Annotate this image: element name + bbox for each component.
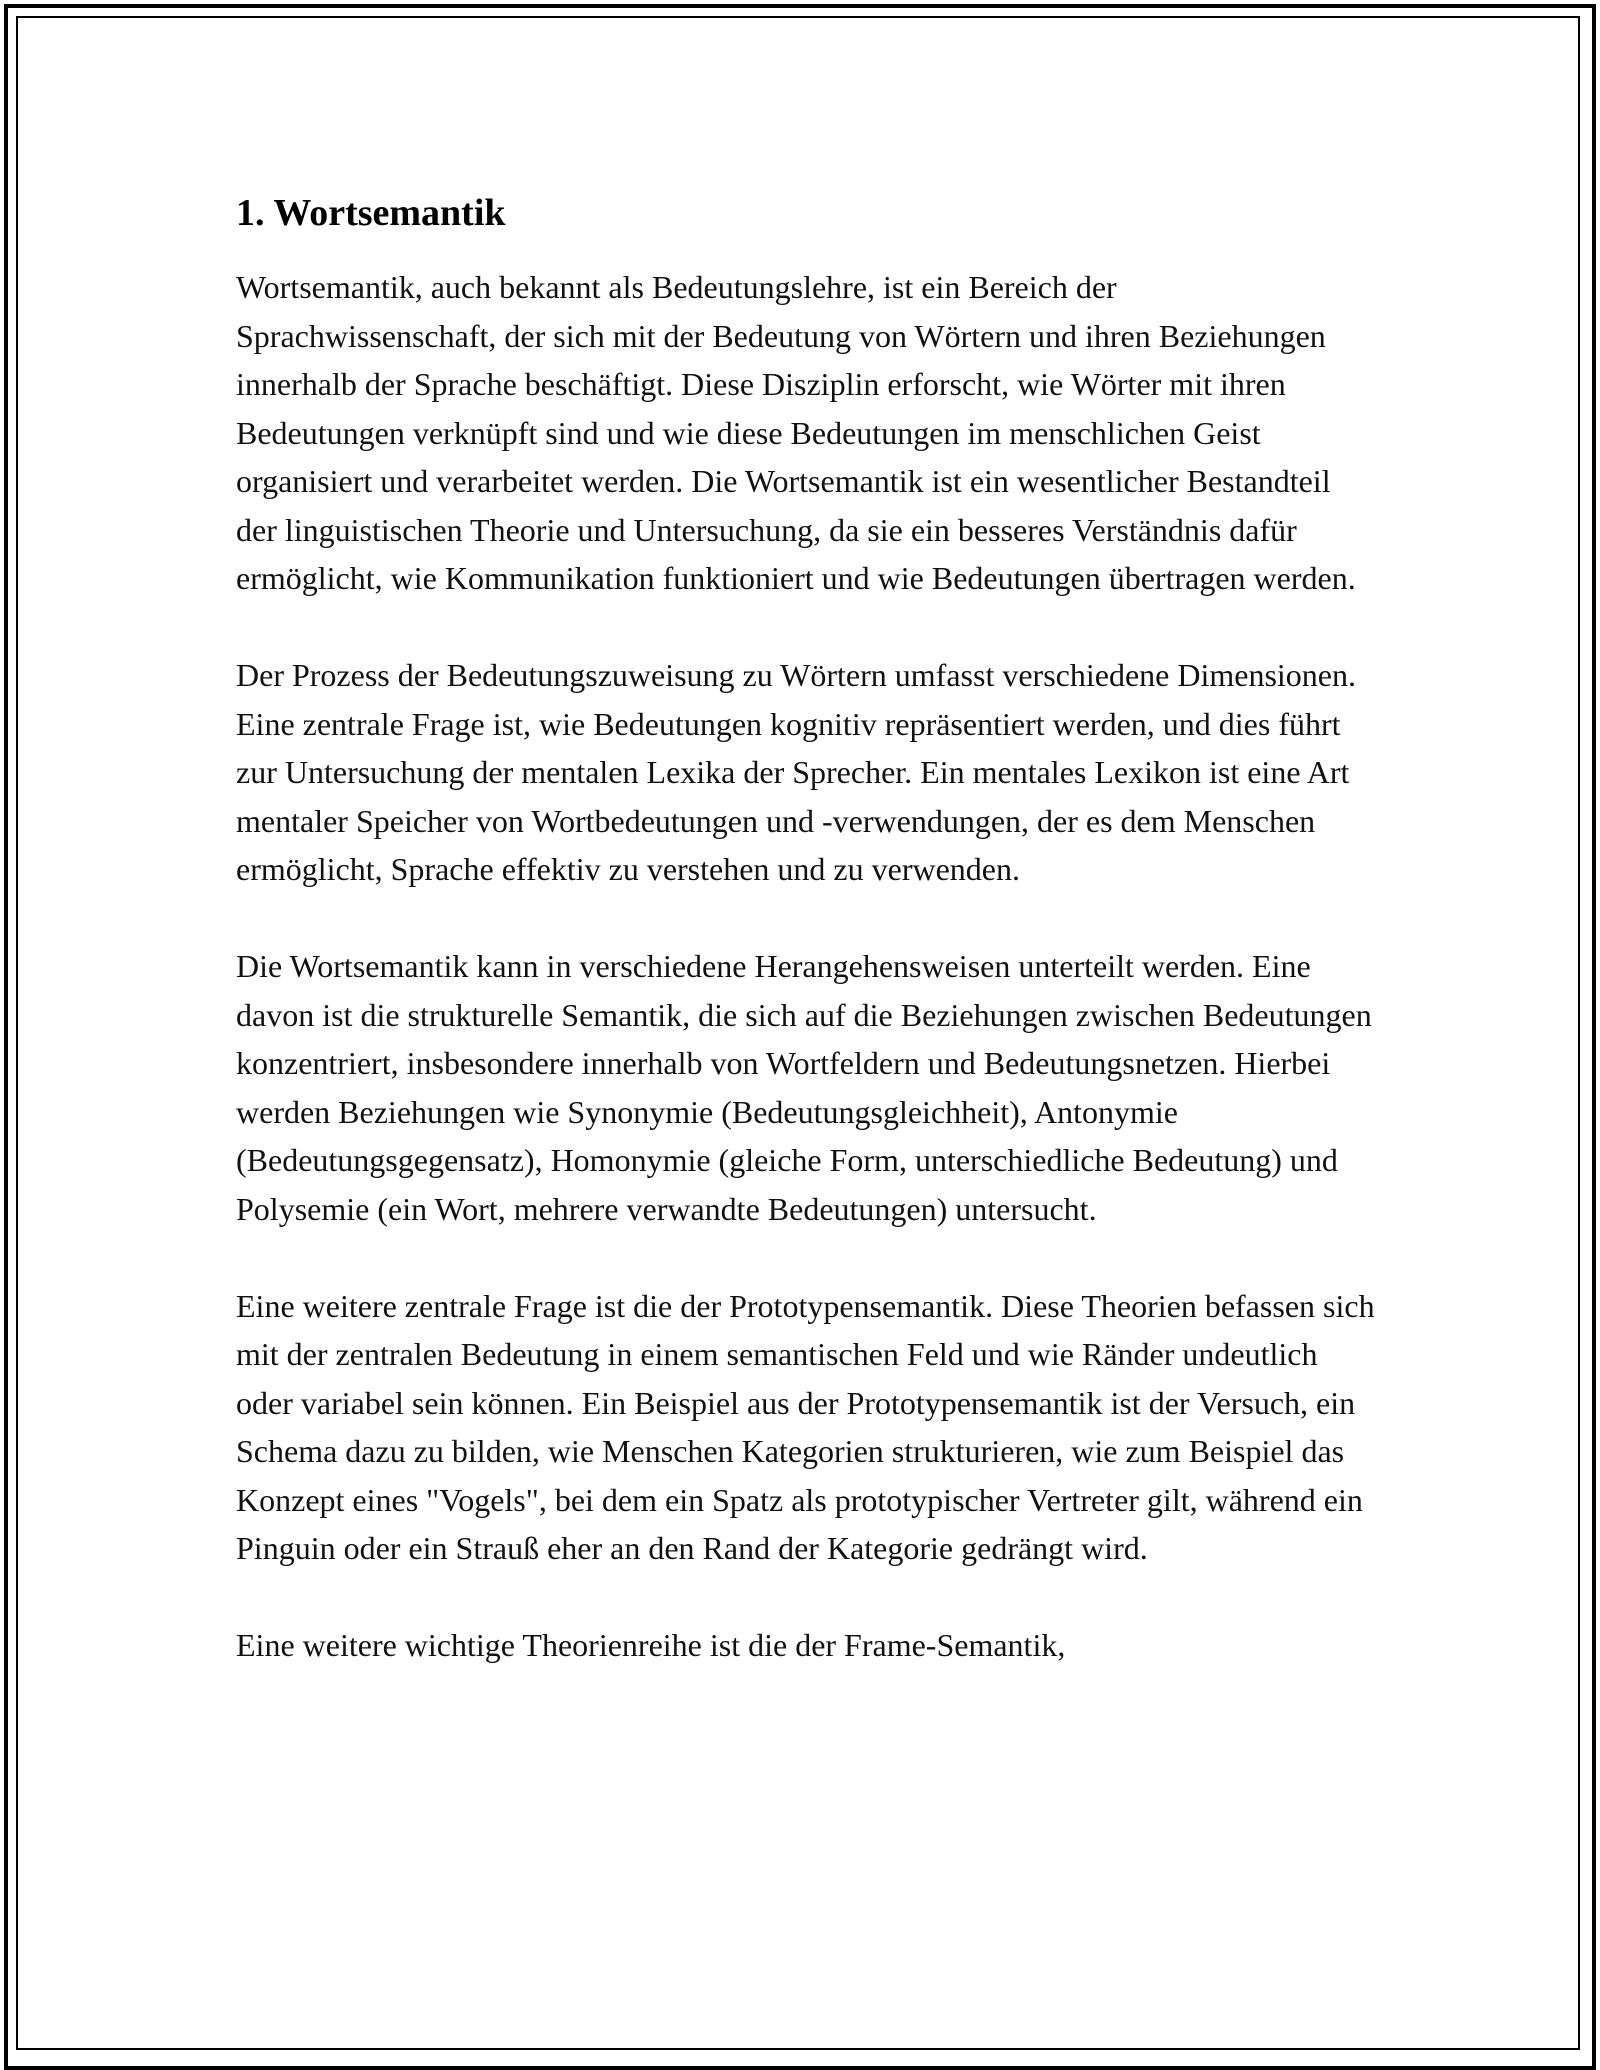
paragraph-4: Eine weitere zentrale Frage ist die der Prototypensemantik. Diese Theorien befassen sich mit der zentralen Bedeutung in einem semantischen Feld und wie Ränder undeutlich oder variabel sein können. Ein Beispiel aus der Prototypensemantik ist der Versuch, ein Schema dazu zu bilden, wie Menschen Kategorien strukturieren, wie zum Beispiel das Konzept eines "Vogels", bei dem ein Spatz als prototypischer Vertreter gilt, während ein Pinguin oder ein Strauß eher an den Rand der Kategorie gedrängt wird. [236, 1287, 1375, 1566]
document-body [236, 185, 1376, 1718]
paragraph-1: Wortsemantik, auch bekannt als Bedeutungslehre, ist ein Bereich der Sprachwissenschaft, der sich mit der Bedeutung von Wörtern und ihren Beziehungen innerhalb der Sprache beschäftigt. Diese Disziplin erforscht, wie Wörter mit ihren Bedeutungen verknüpft sind und wie diese Bedeutungen im menschlichen Geist organisiert und verarbeitet werden. Die Wortsemantik ist ein wesentlicher Bestandteil der linguistischen Theorie und Untersuchung, da sie ein besseres Verständnis dafür ermöglicht, wie Kommunikation funktioniert und wie Bedeutungen übertragen werden. [236, 269, 1356, 596]
paragraph-5: Eine weitere wichtige Theorienreihe ist die der Frame-Semantik, [236, 1627, 1066, 1663]
paragraph-2: Der Prozess der Bedeutungszuweisung zu Wörtern umfasst verschiedene Dimensionen. Eine zentrale Frage ist, wie Bedeutungen kognitiv repräsentiert werden, und dies führt zur Untersuchung der mentalen Lexika der Sprecher. Ein mentales Lexikon ist eine Art mentaler Speicher von Wortbedeutungen und -verwendungen, der es dem Menschen ermöglicht, Sprache effektiv zu verstehen und zu verwenden. [236, 657, 1356, 887]
paragraph-3: Die Wortsemantik kann in verschiedene Herangehensweisen unterteilt werden. Eine davon ist die strukturelle Semantik, die sich auf die Beziehungen zwischen Bedeutungen konzentriert, insbesondere innerhalb von Wortfeldern und Bedeutungsnetzen. Hierbei werden Beziehungen wie Synonymie (Bedeutungsgleichheit), Antonymie (Bedeutungsgegensatz), Homonymie (gleiche Form, unterschiedliche Bedeutung) und Polysemie (ein Wort, mehrere verwandte Bedeutungen) untersucht. [236, 948, 1372, 1227]
section-heading: 1. Wortsemantik [236, 192, 506, 234]
